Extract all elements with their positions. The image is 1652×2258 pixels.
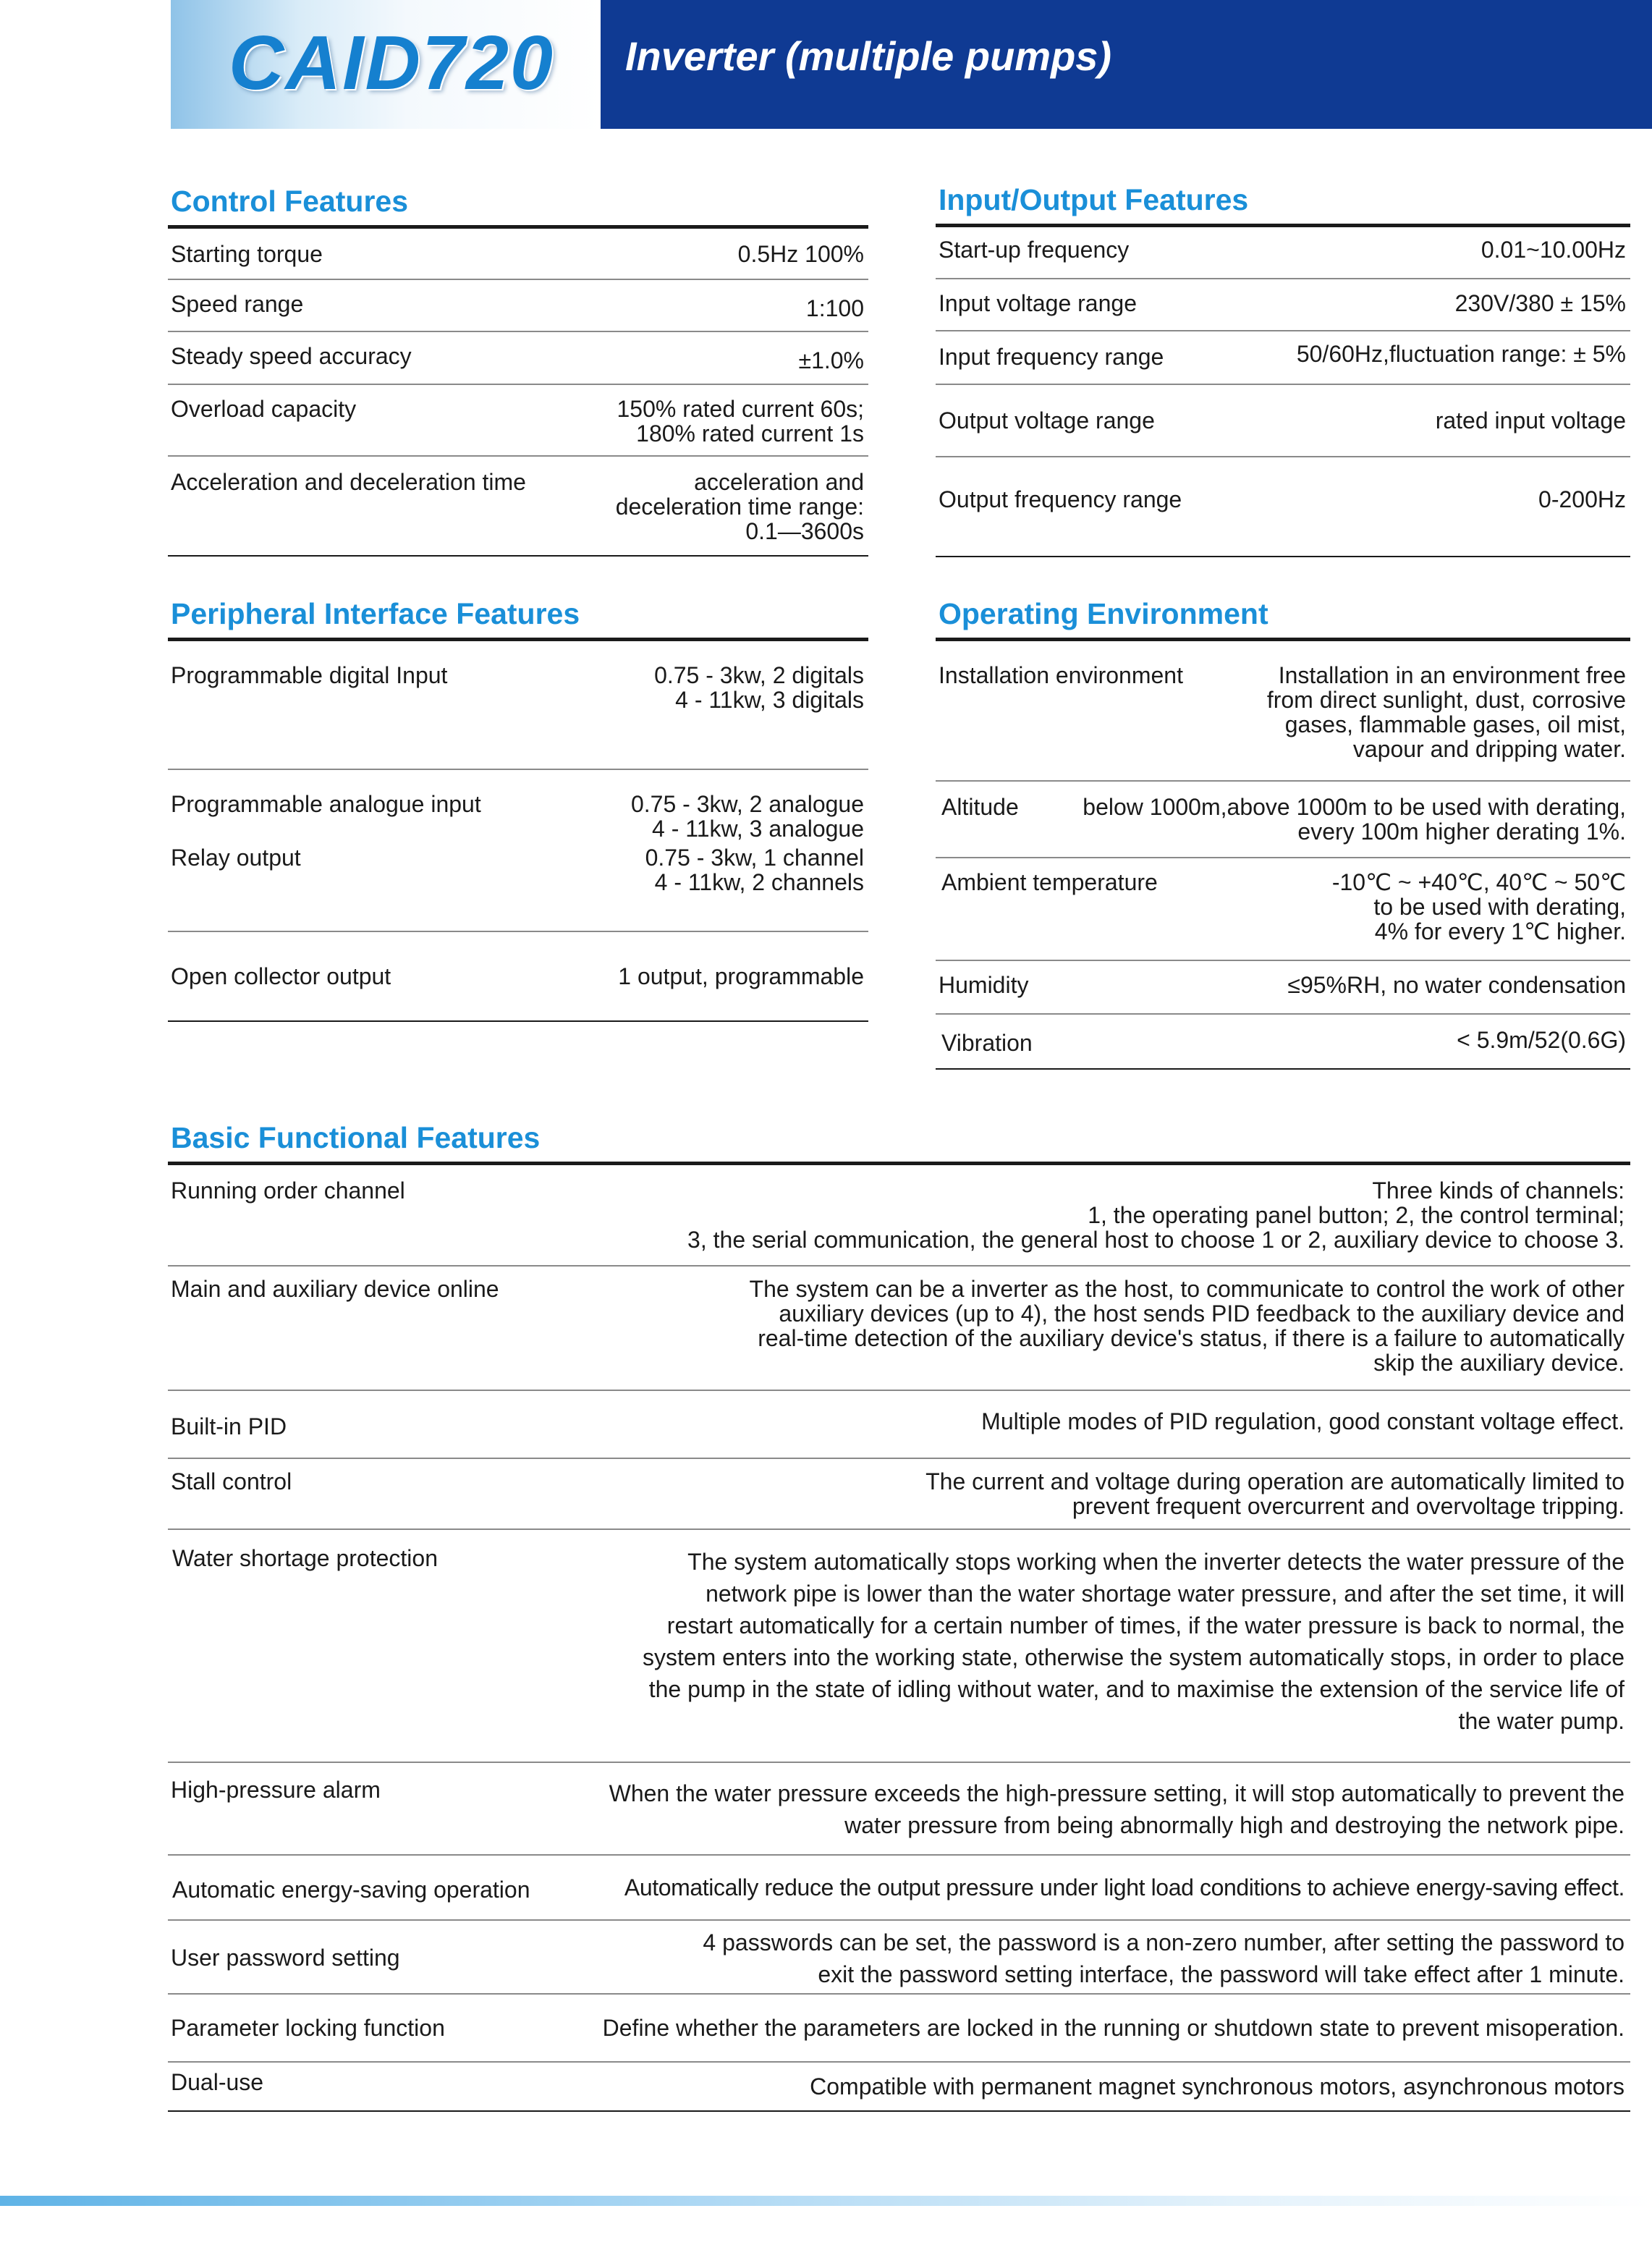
spec-row — [168, 1995, 1630, 2063]
spec-label: User password setting — [171, 1945, 400, 1971]
spec-row — [168, 1459, 1630, 1530]
spec-label: Automatic energy-saving operation — [172, 1877, 530, 1903]
spec-label: Water shortage protection — [172, 1545, 438, 1571]
spec-label: High-pressure alarm — [171, 1777, 381, 1803]
spec-row — [168, 1856, 1630, 1921]
spec-value: Multiple modes of PID regulation, good constant voltage effect. — [981, 1408, 1625, 1434]
peripheral-features-section — [168, 599, 868, 1022]
spec-value: The current and voltage during operation are automatically limited to prevent frequent overcurrent and overvoltage tripping. — [925, 1468, 1625, 1519]
spec-value: acceleration and deceleration time range: 0.1—3600s — [615, 469, 864, 544]
spec-label: Input voltage range — [939, 290, 1137, 316]
spec-row — [168, 385, 868, 457]
spec-row — [168, 1763, 1630, 1856]
spec-row — [936, 457, 1630, 557]
spec-label: Relay output — [171, 845, 301, 871]
spec-row — [936, 782, 1630, 858]
spec-row — [168, 1530, 1630, 1763]
footer-gradient-bar — [0, 2196, 1652, 2206]
spec-label: Output voltage range — [939, 407, 1155, 434]
spec-row — [168, 770, 868, 845]
section-title: Control Features — [168, 187, 868, 229]
spec-row — [168, 1921, 1630, 1995]
spec-label: Acceleration and deceleration time — [171, 469, 526, 495]
spec-value: Define whether the parameters are locked in the running or shutdown state to prevent misoperation. — [602, 2015, 1625, 2041]
spec-value: 50/60Hz,fluctuation range: ± 5% — [1296, 341, 1626, 367]
spec-label: Open collector output — [171, 963, 391, 989]
spec-value: 0-200Hz — [1538, 486, 1626, 512]
spec-value: ≤95%RH, no water condensation — [1287, 972, 1626, 998]
spec-value: 0.01~10.00Hz — [1481, 237, 1626, 263]
spec-row — [168, 280, 868, 332]
spec-row — [168, 1391, 1630, 1459]
spec-value: The system can be a inverter as the host, to communicate to control the work of other auxiliary devices (up to 4), the host sends PID feedback to the auxiliary device and real-time detection of the auxiliary device's status, if there is a failure to automatically skip the auxiliary device. — [749, 1276, 1625, 1376]
spec-value: 4 passwords can be set, the password is a non-zero number, after setting the password to exit the password setting interface, the password will take effect after 1 minute. — [703, 1929, 1625, 1987]
spec-label: Parameter locking function — [171, 2015, 445, 2041]
spec-label: Programmable analogue input — [171, 791, 481, 817]
spec-value: Three kinds of channels: 1, the operating panel button; 2, the control terminal; 3, the serial communication, the general host to choose 1 or 2, auxiliary device to choose 3. — [687, 1177, 1625, 1253]
spec-row — [936, 227, 1630, 279]
spec-value: Installation in an environment free from direct sunlight, dust, corrosive gases, flammable gases, oil mist, vapour and dripping water. — [1266, 662, 1626, 762]
spec-row — [168, 1267, 1630, 1391]
spec-row — [936, 385, 1630, 457]
spec-row — [168, 229, 868, 280]
spec-row — [936, 641, 1630, 782]
page-title: Inverter (multiple pumps) — [625, 33, 1112, 79]
section-title: Input/Output Features — [936, 185, 1630, 227]
spec-row — [936, 1015, 1630, 1070]
brand-logo: CAID720 — [229, 20, 554, 106]
spec-row — [168, 932, 868, 1022]
spec-label: Dual-use — [171, 2069, 264, 2095]
spec-value: rated input voltage — [1435, 407, 1626, 434]
spec-value: 0.75 - 3kw, 2 analogue 4 - 11kw, 3 analogue — [630, 791, 864, 842]
brand-logo-panel — [171, 0, 601, 129]
spec-label: Start-up frequency — [939, 237, 1130, 263]
spec-value: 0.75 - 3kw, 2 digitals 4 - 11kw, 3 digitals — [654, 662, 864, 713]
spec-label: Altitude — [941, 794, 1019, 820]
spec-value: below 1000m,above 1000m to be used with derating, every 100m higher derating 1%. — [1083, 794, 1626, 845]
io-features-section — [936, 185, 1630, 557]
spec-label: Starting torque — [171, 241, 323, 267]
spec-label: Installation environment — [939, 662, 1183, 688]
spec-row — [168, 1165, 1630, 1267]
operating-environment-section — [936, 599, 1630, 1070]
spec-row — [936, 858, 1630, 961]
spec-label: Built-in PID — [171, 1413, 287, 1439]
spec-value: < 5.9m/52(0.6G) — [1457, 1027, 1626, 1053]
spec-label: Output frequency range — [939, 486, 1182, 512]
spec-value: -10℃ ~ +40℃, 40℃ ~ 50℃ to be used with derating, 4% for every 1℃ higher. — [1331, 869, 1626, 944]
basic-features-section — [168, 1123, 1630, 2112]
spec-row — [168, 457, 868, 557]
spec-value: The system automatically stops working when the inverter detects the water pressure of the network pipe is lower than the water shortage water pressure, and after the set time, it will restart automatically for a certain number of times, if the water pressure is back to normal, the system enters into the working state, otherwise the system automatically stops, in order to place the pump in the state of idling without water, and to maximise the extension of the service life of the water pump. — [642, 1549, 1625, 1734]
spec-label: Speed range — [171, 291, 304, 317]
spec-value: 230V/380 ± 15% — [1454, 290, 1626, 316]
spec-row — [168, 332, 868, 385]
spec-row — [936, 961, 1630, 1015]
section-title: Operating Environment — [936, 599, 1630, 641]
section-title: Basic Functional Features — [168, 1123, 1630, 1165]
spec-value: 0.75 - 3kw, 1 channel 4 - 11kw, 2 channels — [645, 845, 864, 895]
spec-value: 1:100 — [805, 295, 864, 321]
spec-label: Vibration — [941, 1030, 1033, 1056]
spec-value: Automatically reduce the output pressure under light load conditions to achieve energy-saving effect. — [624, 1874, 1625, 1900]
spec-value: Compatible with permanent magnet synchronous motors, asynchronous motors — [810, 2073, 1625, 2100]
spec-label: Input frequency range — [939, 344, 1164, 370]
section-title: Peripheral Interface Features — [168, 599, 868, 641]
spec-label: Programmable digital Input — [171, 662, 448, 688]
spec-label: Ambient temperature — [941, 869, 1158, 895]
header-band — [601, 0, 1652, 129]
spec-label: Running order channel — [171, 1177, 405, 1204]
spec-row — [168, 2063, 1630, 2112]
spec-row — [168, 641, 868, 770]
spec-label: Stall control — [171, 1468, 292, 1494]
spec-value: When the water pressure exceeds the high-pressure setting, it will stop automatically to prevent the water pressure from being abnormally high and destroying the network pipe. — [609, 1780, 1625, 1838]
spec-row — [936, 331, 1630, 385]
spec-label: Humidity — [939, 972, 1029, 998]
spec-label: Main and auxiliary device online — [171, 1276, 499, 1302]
spec-row — [168, 845, 868, 932]
spec-value: ±1.0% — [798, 347, 864, 373]
spec-label: Steady speed accuracy — [171, 343, 412, 369]
control-features-section — [168, 187, 868, 557]
spec-value: 150% rated current 60s; 180% rated current 1s — [617, 396, 864, 447]
spec-value: 1 output, programmable — [618, 963, 864, 989]
spec-label: Overload capacity — [171, 396, 357, 422]
spec-value: 0.5Hz 100% — [737, 241, 864, 267]
spec-row — [936, 279, 1630, 331]
